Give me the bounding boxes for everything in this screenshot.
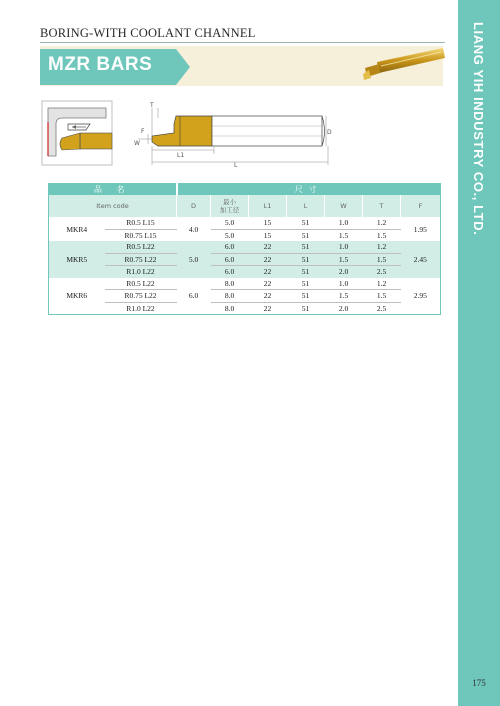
l1-cell: 15 — [249, 229, 287, 241]
table-row — [49, 253, 441, 266]
size-cell: R0.5 L22 — [105, 278, 177, 290]
table-row — [49, 278, 441, 290]
group-header-row — [49, 184, 441, 196]
model-cell: MKR5 — [49, 241, 105, 278]
column-header-row — [49, 195, 441, 217]
specification-table — [48, 183, 441, 315]
w-cell: 1.0 — [325, 217, 363, 229]
title-divider — [40, 42, 445, 43]
min-bore-cell: 8.0 — [211, 278, 249, 290]
size-cell: R0.5 L15 — [105, 217, 177, 229]
min-bore-cell: 5.0 — [211, 229, 249, 241]
min-bore-cell: 8.0 — [211, 290, 249, 303]
machining-inset — [42, 101, 112, 165]
min-bore-cell: 5.0 — [211, 217, 249, 229]
t-cell: 1.2 — [363, 217, 401, 229]
table-row — [49, 241, 441, 253]
table-row — [49, 217, 441, 229]
size-cell: R0.5 L22 — [105, 241, 177, 253]
f-cell: 1.95 — [401, 217, 441, 241]
group-header-product: 品 名 — [49, 184, 177, 196]
dimension-label-l1: L1 — [177, 152, 185, 159]
l-cell: 51 — [287, 278, 325, 290]
l1-cell: 22 — [249, 241, 287, 253]
model-cell: MKR4 — [49, 217, 105, 241]
l1-cell: 22 — [249, 290, 287, 303]
l-cell: 51 — [287, 217, 325, 229]
d-cell: 5.0 — [177, 241, 211, 278]
t-cell: 1.2 — [363, 278, 401, 290]
column-header-min-bore-line2: 加工径 — [219, 206, 240, 214]
min-bore-cell: 8.0 — [211, 302, 249, 315]
min-bore-cell: 6.0 — [211, 266, 249, 278]
w-cell: 1.5 — [325, 253, 363, 266]
tool-outline — [152, 116, 325, 146]
table-row — [49, 290, 441, 303]
dimension-label-f: F — [141, 128, 145, 135]
l-cell: 51 — [287, 241, 325, 253]
dimension-label-t: T — [150, 102, 154, 109]
l1-cell: 22 — [249, 302, 287, 315]
column-header-w: W — [325, 195, 363, 217]
w-cell: 1.0 — [325, 241, 363, 253]
tool-dimension-diagram — [40, 100, 340, 168]
boring-bar-photo — [355, 44, 445, 84]
dimension-label-w: W — [134, 140, 140, 147]
l-cell: 51 — [287, 290, 325, 303]
size-cell: R0.75 L22 — [105, 290, 177, 303]
model-cell: MKR6 — [49, 278, 105, 315]
table-row — [49, 302, 441, 315]
t-cell: 2.5 — [363, 266, 401, 278]
w-cell: 2.0 — [325, 302, 363, 315]
size-cell: R0.75 L22 — [105, 253, 177, 266]
l1-cell: 15 — [249, 217, 287, 229]
column-header-d: D — [177, 195, 211, 217]
w-cell: 1.5 — [325, 229, 363, 241]
l-cell: 51 — [287, 302, 325, 315]
size-cell: R1.0 L22 — [105, 302, 177, 315]
column-header-min-bore-line1: 最小 — [223, 198, 237, 206]
w-cell: 1.5 — [325, 290, 363, 303]
t-cell: 1.2 — [363, 241, 401, 253]
size-cell: R1.0 L22 — [105, 266, 177, 278]
product-title: MZR BARS — [48, 54, 153, 75]
l-cell: 51 — [287, 266, 325, 278]
page-number: 175 — [472, 678, 486, 688]
dimension-label-d: D — [327, 129, 332, 136]
table-row — [49, 266, 441, 278]
column-header-f: F — [401, 195, 441, 217]
column-header-t: T — [363, 195, 401, 217]
column-header-item-code: Item code — [49, 195, 177, 217]
dimension-label-l: L — [234, 162, 238, 168]
section-title: BORING-WITH COOLANT CHANNEL — [40, 26, 256, 40]
size-cell: R0.75 L15 — [105, 229, 177, 241]
t-cell: 2.5 — [363, 302, 401, 315]
w-cell: 2.0 — [325, 266, 363, 278]
f-cell: 2.95 — [401, 278, 441, 315]
l1-cell: 22 — [249, 266, 287, 278]
f-cell: 2.45 — [401, 241, 441, 278]
t-cell: 1.5 — [363, 229, 401, 241]
column-header-l: L — [287, 195, 325, 217]
l-cell: 51 — [287, 229, 325, 241]
company-name: LIANG YIH INDUSTRY CO., LTD. — [471, 22, 486, 236]
l-cell: 51 — [287, 253, 325, 266]
t-cell: 1.5 — [363, 253, 401, 266]
min-bore-cell: 6.0 — [211, 253, 249, 266]
l1-cell: 22 — [249, 278, 287, 290]
d-cell: 4.0 — [177, 217, 211, 241]
column-header-min-bore — [211, 195, 249, 217]
l1-cell: 22 — [249, 253, 287, 266]
d-cell: 6.0 — [177, 278, 211, 315]
min-bore-cell: 6.0 — [211, 241, 249, 253]
t-cell: 1.5 — [363, 290, 401, 303]
group-header-dimensions: 尺寸 — [177, 184, 441, 196]
column-header-l1: L1 — [249, 195, 287, 217]
w-cell: 1.0 — [325, 278, 363, 290]
table-row — [49, 229, 441, 241]
